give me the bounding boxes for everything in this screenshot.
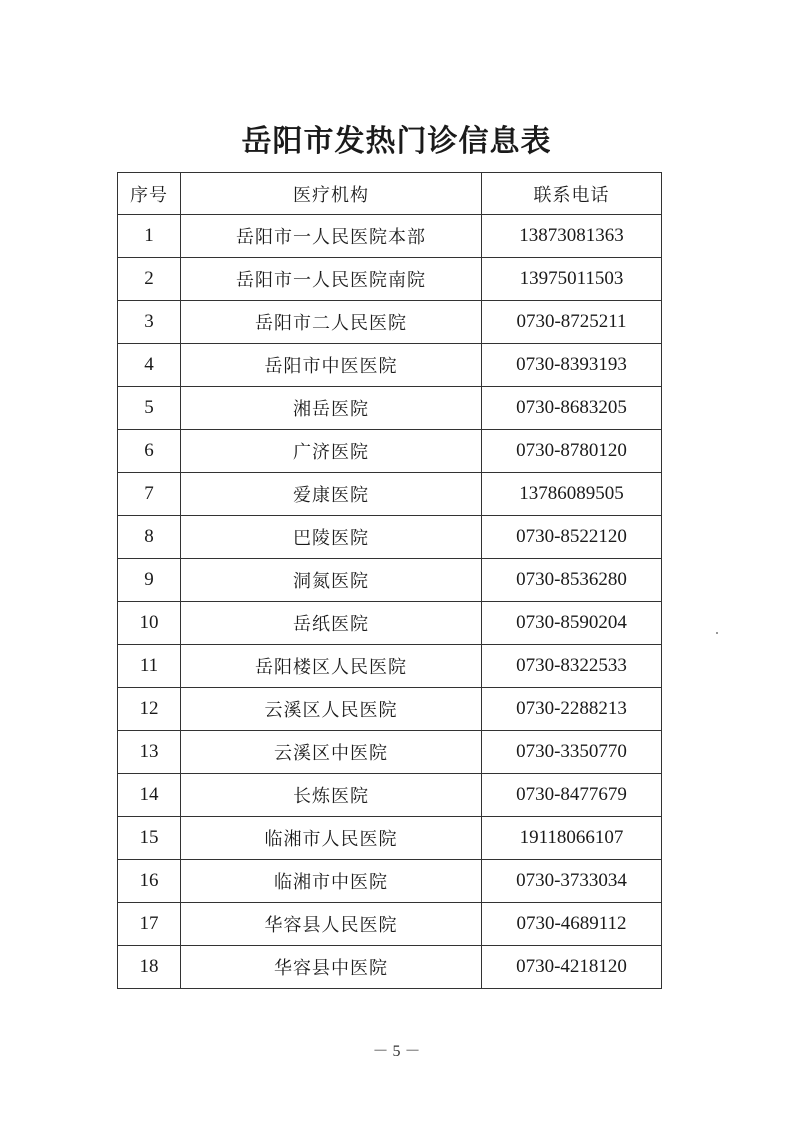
table-row bbox=[118, 903, 662, 946]
row-seq-cell: 17 bbox=[118, 903, 181, 946]
page-number: － 5 － bbox=[372, 1043, 421, 1060]
row-seq-cell: 6 bbox=[118, 430, 181, 473]
table-row bbox=[118, 602, 662, 645]
row-seq-cell: 10 bbox=[118, 602, 181, 645]
row-institution-cell: 临湘市中医院 bbox=[181, 860, 482, 903]
table-row bbox=[118, 559, 662, 602]
scan-speck bbox=[716, 632, 718, 634]
row-institution-cell: 岳阳市二人民医院 bbox=[181, 301, 482, 344]
row-phone-cell: 0730-8725211 bbox=[482, 301, 662, 344]
table-row bbox=[118, 301, 662, 344]
row-seq-cell: 2 bbox=[118, 258, 181, 301]
row-seq-cell: 13 bbox=[118, 731, 181, 774]
row-seq-cell: 12 bbox=[118, 688, 181, 731]
row-phone-cell: 0730-8590204 bbox=[482, 602, 662, 645]
row-phone-cell: 0730-2288213 bbox=[482, 688, 662, 731]
row-phone-cell: 0730-8393193 bbox=[482, 344, 662, 387]
table-row bbox=[118, 215, 662, 258]
row-institution-cell: 岳阳市一人民医院南院 bbox=[181, 258, 482, 301]
column-header-institution: 医疗机构 bbox=[181, 173, 482, 215]
table-row bbox=[118, 774, 662, 817]
row-phone-cell: 13975011503 bbox=[482, 258, 662, 301]
table-row bbox=[118, 645, 662, 688]
row-seq-cell: 9 bbox=[118, 559, 181, 602]
row-seq-cell: 14 bbox=[118, 774, 181, 817]
row-phone-cell: 19118066107 bbox=[482, 817, 662, 860]
row-seq-cell: 18 bbox=[118, 946, 181, 989]
row-institution-cell: 临湘市人民医院 bbox=[181, 817, 482, 860]
row-seq-cell: 4 bbox=[118, 344, 181, 387]
table-row bbox=[118, 731, 662, 774]
row-institution-cell: 华容县人民医院 bbox=[181, 903, 482, 946]
table-row bbox=[118, 258, 662, 301]
row-institution-cell: 广济医院 bbox=[181, 430, 482, 473]
table-header-row bbox=[118, 173, 662, 215]
table-body bbox=[118, 215, 662, 989]
table-row bbox=[118, 860, 662, 903]
table-header bbox=[118, 173, 662, 215]
row-phone-cell: 0730-3733034 bbox=[482, 860, 662, 903]
row-seq-cell: 3 bbox=[118, 301, 181, 344]
row-seq-cell: 5 bbox=[118, 387, 181, 430]
fever-clinic-table bbox=[117, 172, 662, 989]
table-row bbox=[118, 430, 662, 473]
row-phone-cell: 0730-8477679 bbox=[482, 774, 662, 817]
row-seq-cell: 11 bbox=[118, 645, 181, 688]
row-institution-cell: 云溪区人民医院 bbox=[181, 688, 482, 731]
row-seq-cell: 1 bbox=[118, 215, 181, 258]
table-row bbox=[118, 473, 662, 516]
row-institution-cell: 长炼医院 bbox=[181, 774, 482, 817]
table-row bbox=[118, 516, 662, 559]
row-institution-cell: 巴陵医院 bbox=[181, 516, 482, 559]
row-phone-cell: 0730-4689112 bbox=[482, 903, 662, 946]
row-institution-cell: 爱康医院 bbox=[181, 473, 482, 516]
row-seq-cell: 8 bbox=[118, 516, 181, 559]
column-header-phone: 联系电话 bbox=[482, 173, 662, 215]
row-phone-cell: 13786089505 bbox=[482, 473, 662, 516]
fever-clinic-table-container bbox=[117, 172, 661, 989]
row-phone-cell: 0730-8536280 bbox=[482, 559, 662, 602]
row-institution-cell: 华容县中医院 bbox=[181, 946, 482, 989]
row-seq-cell: 16 bbox=[118, 860, 181, 903]
table-row bbox=[118, 387, 662, 430]
column-header-seq: 序号 bbox=[118, 173, 181, 215]
row-phone-cell: 0730-8780120 bbox=[482, 430, 662, 473]
row-phone-cell: 0730-3350770 bbox=[482, 731, 662, 774]
table-row bbox=[118, 946, 662, 989]
table-row bbox=[118, 817, 662, 860]
row-institution-cell: 岳纸医院 bbox=[181, 602, 482, 645]
row-institution-cell: 湘岳医院 bbox=[181, 387, 482, 430]
row-institution-cell: 岳阳市中医医院 bbox=[181, 344, 482, 387]
page-title: 岳阳市发热门诊信息表 bbox=[241, 124, 552, 159]
table-row bbox=[118, 688, 662, 731]
row-institution-cell: 岳阳市一人民医院本部 bbox=[181, 215, 482, 258]
row-institution-cell: 洞氮医院 bbox=[181, 559, 482, 602]
row-seq-cell: 7 bbox=[118, 473, 181, 516]
row-phone-cell: 0730-4218120 bbox=[482, 946, 662, 989]
row-phone-cell: 0730-8322533 bbox=[482, 645, 662, 688]
row-institution-cell: 云溪区中医院 bbox=[181, 731, 482, 774]
row-phone-cell: 0730-8522120 bbox=[482, 516, 662, 559]
row-institution-cell: 岳阳楼区人民医院 bbox=[181, 645, 482, 688]
row-phone-cell: 13873081363 bbox=[482, 215, 662, 258]
table-row bbox=[118, 344, 662, 387]
row-seq-cell: 15 bbox=[118, 817, 181, 860]
row-phone-cell: 0730-8683205 bbox=[482, 387, 662, 430]
